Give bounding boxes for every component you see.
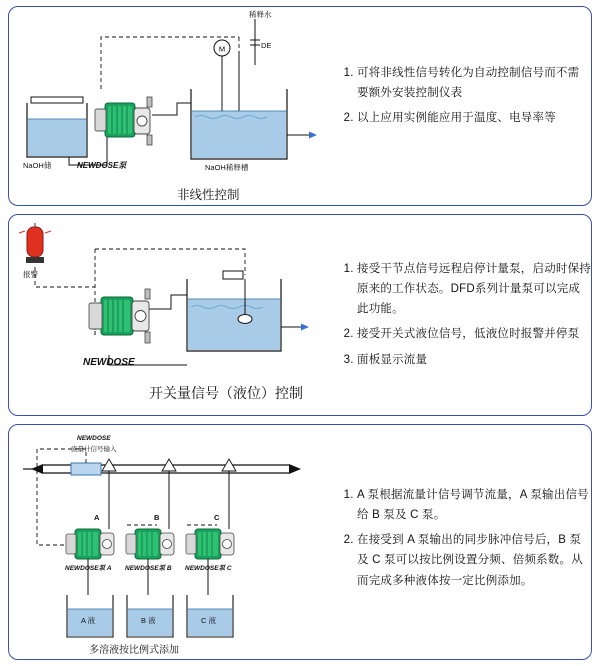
label-pump-b: B	[154, 513, 160, 522]
text-panel-3	[339, 485, 589, 596]
label-flowmeter-sub: 流量计信号输入	[71, 446, 117, 453]
text-panel-1	[339, 63, 589, 133]
figure-proportional-dosing	[9, 425, 339, 661]
caption-panel-1: 非线性控制	[177, 188, 240, 202]
panel-proportional-dosing	[8, 424, 592, 660]
text-panel-2	[339, 259, 591, 375]
label-pump: NEWDOSE泵	[77, 161, 127, 170]
list-item: 1. A 泵根据流量计信号调节流量，A 泵输出信号给 B 泵及 C 泵。	[357, 485, 589, 525]
label-pump-c-name: NEWDOSE泵 C	[185, 565, 232, 572]
list-item: 1. 可将非线性信号转化为自动控制信号而不需要额外安装控制仪表	[357, 63, 589, 103]
label-dilution-water: 稀释水	[249, 10, 272, 19]
list-item: 3. 面板显示流量	[357, 350, 591, 370]
label-pump-c: C	[214, 513, 220, 522]
list-item: 2. 接受开关式液位信号，低液位时报警并停泵	[357, 324, 591, 344]
panel-switch-level-control	[8, 214, 592, 416]
list-item: 1. 接受干节点信号远程启停计量泵，启动时保持原来的工作状态。DFD系列计量泵可以完成此功能。	[357, 259, 591, 319]
svg-text:M: M	[218, 44, 226, 54]
label-valve: DE	[261, 41, 272, 50]
label-tank-c: C 液	[201, 616, 216, 625]
caption-panel-3: 多溶液按比例式添加	[89, 645, 179, 656]
label-source-tank: NaOH储	[23, 161, 52, 170]
list-item: 2. 以上应用实例能应用于温度、电导率等	[357, 108, 589, 128]
label-flowmeter-title: NEWDOSE	[77, 435, 111, 442]
figure-nonlinear-control	[9, 7, 339, 207]
label-pump-newdose: NEWDOSE	[83, 357, 135, 368]
label-dest-tank: NaOH稀释槽	[205, 163, 249, 172]
label-tank-a: A 液	[81, 616, 96, 625]
label-tank-b: B 液	[141, 616, 156, 625]
caption-panel-2: 开关量信号（液位）控制	[149, 385, 303, 401]
panel-nonlinear-control	[8, 6, 592, 206]
label-alarm: 报警	[23, 270, 38, 279]
label-pump-a: A	[94, 513, 100, 522]
label-pump-a-name: NEWDOSE泵 A	[65, 565, 112, 572]
list-item: 2. 在接受到 A 泵输出的同步脉冲信号后，B 泵及 C 泵可以按比例设置分频、倍频系数。从而完成多种液体按一定比例添加。	[357, 530, 589, 590]
label-pump-b-name: NEWDOSE泵 B	[125, 565, 172, 572]
